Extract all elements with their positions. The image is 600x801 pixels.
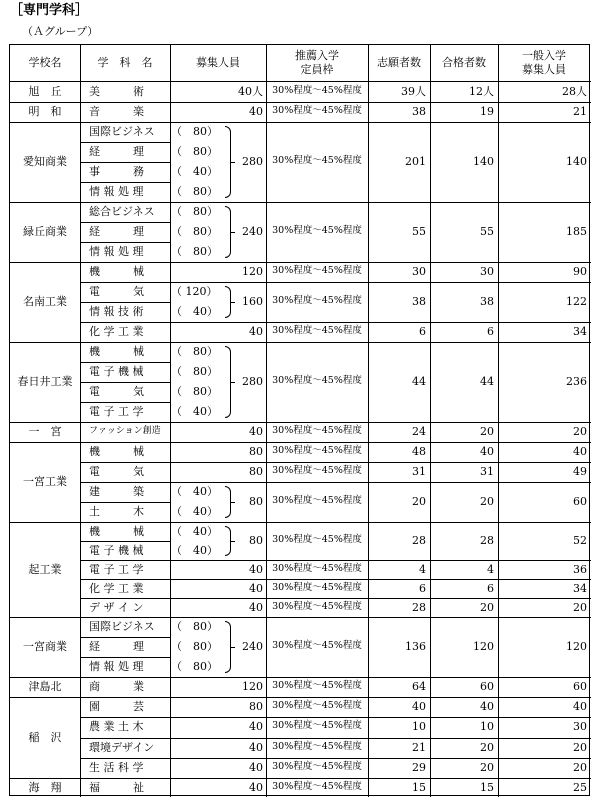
general-count: 21 (573, 105, 587, 118)
group-brace (225, 126, 231, 198)
dept-name: 国際ビジネス (89, 125, 155, 138)
dept-name: 機 械 (89, 345, 144, 358)
passed-count: 20 (480, 600, 494, 614)
group-recommend-range: 30%程度～45%程度 (272, 225, 362, 236)
school-name: 春日井工業 (17, 375, 73, 388)
group-brace (225, 486, 231, 518)
group-passed-count: 120 (473, 640, 494, 653)
passed-count: 6 (487, 325, 494, 338)
sub-quota: （ 120） (171, 285, 218, 298)
sub-quota: （ 80） (171, 365, 218, 378)
header-rec-1: 推薦入学 (295, 49, 339, 62)
general-count: 34 (573, 325, 587, 338)
recommend-range: 30%程度～45%程度 (272, 700, 362, 712)
applicants-count: 21 (412, 740, 426, 754)
sub-quota: （ 80） (171, 185, 218, 198)
recruit-count: 40 (249, 425, 263, 438)
passed-count: 4 (487, 562, 494, 576)
recommend-range: 30%程度～45%程度 (272, 720, 362, 732)
dept-name: 園 芸 (89, 700, 144, 714)
passed-count: 31 (480, 465, 494, 478)
recommend-range: 30%程度～45%程度 (272, 581, 362, 593)
school-name: 海 翔 (28, 780, 62, 794)
row-divider (80, 502, 170, 503)
group-passed-count: 44 (480, 375, 494, 388)
sub-quota: （ 40） (171, 405, 218, 418)
dept-name: 経 理 (89, 640, 144, 653)
passed-count: 15 (480, 780, 494, 794)
row-divider (80, 541, 170, 542)
passed-count: 10 (480, 720, 494, 734)
row-divider (80, 162, 170, 163)
row-divider (80, 222, 170, 223)
group-general-count: 122 (566, 295, 587, 308)
group-passed-count: 140 (473, 155, 494, 168)
sub-quota: （ 80） (171, 125, 218, 138)
passed-count: 30 (480, 265, 494, 278)
recruit-count: 80 (249, 700, 263, 714)
sub-quota: （ 80） (171, 660, 218, 673)
sub-quota: （ 80） (171, 640, 218, 653)
passed-count: 40 (480, 445, 494, 458)
dept-name: 福 祉 (89, 780, 144, 794)
column-divider (80, 45, 81, 797)
row-divider (80, 482, 170, 483)
general-count: 28人 (562, 84, 587, 98)
recruit-count: 40 (249, 760, 263, 774)
group-recruit-count: 80 (249, 495, 263, 508)
group-general-count: 120 (566, 640, 587, 653)
group-passed-count: 28 (480, 534, 494, 547)
school-name: 名南工業 (23, 295, 67, 308)
row-divider (80, 402, 170, 403)
dept-name: 建 築 (89, 485, 144, 498)
row-divider (80, 637, 170, 638)
applicants-count: 29 (412, 760, 426, 774)
dept-name: 機 械 (89, 445, 144, 458)
group-applicants-count: 55 (412, 225, 426, 238)
general-count: 30 (573, 720, 587, 734)
row-divider (80, 598, 170, 599)
row-divider (10, 342, 591, 343)
row-divider (10, 81, 591, 82)
column-divider (368, 45, 369, 797)
group-applicants-count: 20 (412, 495, 426, 508)
admissions-table (9, 44, 590, 796)
applicants-count: 31 (412, 465, 426, 478)
applicants-count: 38 (412, 105, 426, 118)
row-divider (170, 462, 591, 463)
passed-count: 19 (480, 105, 494, 118)
applicants-count: 40 (412, 700, 426, 714)
school-name: 愛知商業 (23, 155, 67, 168)
school-name: 津島北 (28, 680, 62, 693)
group-general-count: 140 (566, 155, 587, 168)
group-applicants-count: 28 (412, 534, 426, 547)
sub-quota: （ 80） (171, 345, 218, 358)
row-divider (10, 677, 591, 678)
row-divider (170, 482, 591, 483)
sub-quota: （ 40） (171, 505, 218, 518)
group-brace (225, 206, 231, 258)
general-count: 36 (573, 562, 587, 576)
group-recruit-count: 240 (242, 640, 263, 653)
general-count: 60 (573, 680, 587, 693)
passed-count: 12人 (469, 84, 494, 98)
applicants-count: 48 (412, 445, 426, 458)
general-count: 40 (573, 700, 587, 714)
header-gen-2: 募集人員 (522, 63, 566, 76)
group-brace (225, 526, 231, 556)
dept-name: 美 術 (89, 84, 144, 98)
row-divider (10, 422, 591, 423)
group-passed-count: 20 (480, 495, 494, 508)
recruit-count: 40人 (238, 84, 263, 98)
row-divider (80, 717, 170, 718)
recruit-count: 40 (249, 720, 263, 734)
sub-quota: （ 80） (171, 145, 218, 158)
school-name: 旭 丘 (28, 84, 62, 98)
school-name: 一宮商業 (23, 640, 67, 653)
sub-quota: （ 80） (171, 245, 218, 258)
group-recommend-range: 30%程度～45%程度 (272, 495, 362, 506)
sub-quota: （ 80） (171, 385, 218, 398)
group-recommend-range: 30%程度～45%程度 (272, 534, 362, 545)
dept-name: 電 子 機 械 (89, 543, 144, 557)
group-recruit-count: 160 (242, 295, 263, 308)
row-divider (170, 282, 591, 283)
row-divider (80, 182, 170, 183)
header-gen-1: 一般入学 (522, 49, 566, 62)
general-count: 90 (573, 265, 587, 278)
group-general-count: 60 (573, 495, 587, 508)
header-passed: 合格者数 (442, 56, 486, 69)
recommend-range: 30%程度～45%程度 (272, 465, 362, 476)
row-divider (80, 382, 170, 383)
column-divider (266, 45, 267, 797)
group-passed-count: 38 (480, 295, 494, 308)
header-dept: 学 科 名 (97, 56, 153, 69)
row-divider (80, 302, 170, 303)
header-recruit: 募集人員 (196, 56, 240, 69)
row-divider (10, 202, 591, 203)
sub-quota: （ 80） (171, 620, 218, 633)
group-recommend-range: 30%程度～45%程度 (272, 375, 362, 386)
group-recruit-count: 80 (249, 534, 263, 547)
dept-name: 電 子 工 学 (89, 405, 144, 418)
applicants-count: 4 (419, 562, 426, 576)
row-divider (10, 697, 591, 698)
recruit-count: 40 (249, 581, 263, 595)
recommend-range: 30%程度～45%程度 (272, 445, 362, 456)
group-recommend-range: 30%程度～45%程度 (272, 640, 362, 651)
sub-quota: （ 40） (171, 165, 218, 178)
recruit-count: 80 (249, 465, 263, 478)
recommend-range: 30%程度～45%程度 (272, 562, 362, 574)
sub-quota: （ 40） (171, 543, 218, 557)
dept-name: 総合ビジネス (89, 205, 155, 218)
group-recommend-range: 30%程度～45%程度 (272, 295, 362, 306)
header-school: 学校名 (28, 56, 62, 69)
dept-name: 情 報 技 術 (89, 305, 144, 318)
row-divider (170, 598, 591, 599)
recommend-range: 30%程度～45%程度 (272, 760, 362, 772)
recommend-range: 30%程度～45%程度 (272, 600, 362, 612)
recruit-count: 40 (249, 780, 263, 794)
dept-name: 情 報 処 理 (89, 245, 144, 258)
school-name: 緑丘商業 (23, 225, 67, 238)
dept-name: 化 学 工 業 (89, 581, 144, 595)
row-divider (10, 122, 591, 123)
school-name: 稲 沢 (28, 730, 62, 744)
school-name: 一宮工業 (23, 475, 67, 488)
dept-name: 農 業 土 木 (89, 720, 144, 734)
row-divider (80, 738, 170, 739)
row-divider (80, 758, 170, 759)
row-divider (80, 362, 170, 363)
dept-name: デ ザ イ ン (89, 600, 144, 614)
header-rec-2: 定員枠 (300, 63, 334, 76)
row-divider (10, 102, 591, 103)
group-recruit-count: 280 (242, 155, 263, 168)
group-recruit-count: 280 (242, 375, 263, 388)
row-divider (10, 262, 591, 263)
recommend-range: 30%程度～45%程度 (272, 780, 362, 792)
dept-name: 電 子 機 械 (89, 365, 144, 378)
header-applicants: 志願者数 (377, 56, 421, 69)
applicants-count: 6 (419, 325, 426, 338)
row-divider (80, 579, 170, 580)
recommend-range: 30%程度～45%程度 (272, 105, 362, 116)
dept-name: 経 理 (89, 225, 144, 238)
recommend-range: 30%程度～45%程度 (272, 325, 362, 336)
dept-name: 生 活 科 学 (89, 760, 144, 774)
group-brace (225, 286, 231, 318)
recruit-count: 40 (249, 740, 263, 754)
general-count: 20 (573, 425, 587, 438)
passed-count: 20 (480, 760, 494, 774)
recruit-count: 40 (249, 105, 263, 118)
dept-name: ファッション創造 (89, 426, 161, 436)
passed-count: 20 (480, 740, 494, 754)
dept-name: 情 報 処 理 (89, 660, 144, 673)
dept-name: 経 理 (89, 145, 144, 158)
recruit-count: 120 (242, 265, 263, 278)
applicants-count: 15 (412, 780, 426, 794)
applicants-count: 10 (412, 720, 426, 734)
group-general-count: 236 (566, 375, 587, 388)
dept-name: 電 気 (89, 385, 144, 398)
dept-name: 音 楽 (89, 105, 144, 118)
dept-name: 土 木 (89, 505, 144, 518)
general-count: 34 (573, 581, 587, 595)
group-brace (225, 621, 231, 673)
group-recruit-count: 240 (242, 225, 263, 238)
dept-name: 商 業 (89, 680, 144, 693)
row-divider (80, 560, 170, 561)
row-divider (170, 579, 591, 580)
recruit-count: 40 (249, 325, 263, 338)
row-divider (80, 657, 170, 658)
sub-quota: （ 80） (171, 205, 218, 218)
applicants-count: 6 (419, 581, 426, 595)
section-title: ［専門学科］ (10, 3, 89, 18)
dept-name: 電 気 (89, 285, 144, 298)
group-subtitle: （Ａグループ） (22, 25, 99, 38)
dept-name: 機 械 (89, 265, 144, 278)
recommend-range: 30%程度～45%程度 (272, 265, 362, 276)
dept-name: 電 子 工 学 (89, 562, 144, 576)
group-general-count: 52 (573, 534, 587, 547)
dept-name: 電 気 (89, 465, 144, 478)
row-divider (10, 617, 591, 618)
sub-quota: （ 80） (171, 225, 218, 238)
group-applicants-count: 44 (412, 375, 426, 388)
applicants-count: 24 (412, 425, 426, 438)
group-applicants-count: 136 (405, 640, 426, 653)
group-applicants-count: 38 (412, 295, 426, 308)
general-count: 20 (573, 600, 587, 614)
row-divider (170, 322, 591, 323)
group-applicants-count: 201 (405, 155, 426, 168)
row-divider (80, 462, 170, 463)
dept-name: 化 学 工 業 (89, 325, 144, 338)
row-divider (80, 242, 170, 243)
dept-name: 情 報 処 理 (89, 185, 144, 198)
row-divider (80, 282, 170, 283)
column-divider (498, 45, 499, 797)
school-name: 起工業 (28, 562, 62, 576)
sub-quota: （ 40） (171, 305, 218, 318)
row-divider (80, 142, 170, 143)
school-name: 明 和 (28, 105, 62, 118)
row-divider (170, 758, 591, 759)
passed-count: 6 (487, 581, 494, 595)
row-divider (170, 560, 591, 561)
group-recommend-range: 30%程度～45%程度 (272, 155, 362, 166)
dept-name: 環境デザイン (89, 740, 155, 754)
general-count: 25 (573, 780, 587, 794)
passed-count: 60 (480, 680, 494, 693)
recommend-range: 30%程度～45%程度 (272, 84, 362, 96)
recruit-count: 120 (242, 680, 263, 693)
recruit-count: 80 (249, 445, 263, 458)
general-count: 40 (573, 445, 587, 458)
row-divider (10, 778, 591, 779)
recommend-range: 30%程度～45%程度 (272, 425, 362, 436)
row-divider (10, 442, 591, 443)
column-divider (430, 45, 431, 797)
dept-name: 事 務 (89, 165, 144, 178)
row-divider (170, 738, 591, 739)
general-count: 20 (573, 760, 587, 774)
applicants-count: 64 (412, 680, 426, 693)
dept-name: 国際ビジネス (89, 620, 155, 633)
sub-quota: （ 40） (171, 524, 218, 538)
dept-name: 機 械 (89, 524, 144, 538)
applicants-count: 30 (412, 265, 426, 278)
group-passed-count: 55 (480, 225, 494, 238)
recommend-range: 30%程度～45%程度 (272, 740, 362, 752)
row-divider (170, 717, 591, 718)
passed-count: 40 (480, 700, 494, 714)
recruit-count: 40 (249, 562, 263, 576)
general-count: 20 (573, 740, 587, 754)
applicants-count: 28 (412, 600, 426, 614)
general-count: 49 (573, 465, 587, 478)
sub-quota: （ 40） (171, 485, 218, 498)
recruit-count: 40 (249, 600, 263, 614)
passed-count: 20 (480, 425, 494, 438)
school-name: 一 宮 (28, 425, 62, 438)
row-divider (10, 522, 591, 523)
group-general-count: 185 (566, 225, 587, 238)
group-brace (225, 346, 231, 418)
recommend-range: 30%程度～45%程度 (272, 680, 362, 691)
applicants-count: 39人 (401, 84, 426, 98)
row-divider (80, 322, 170, 323)
